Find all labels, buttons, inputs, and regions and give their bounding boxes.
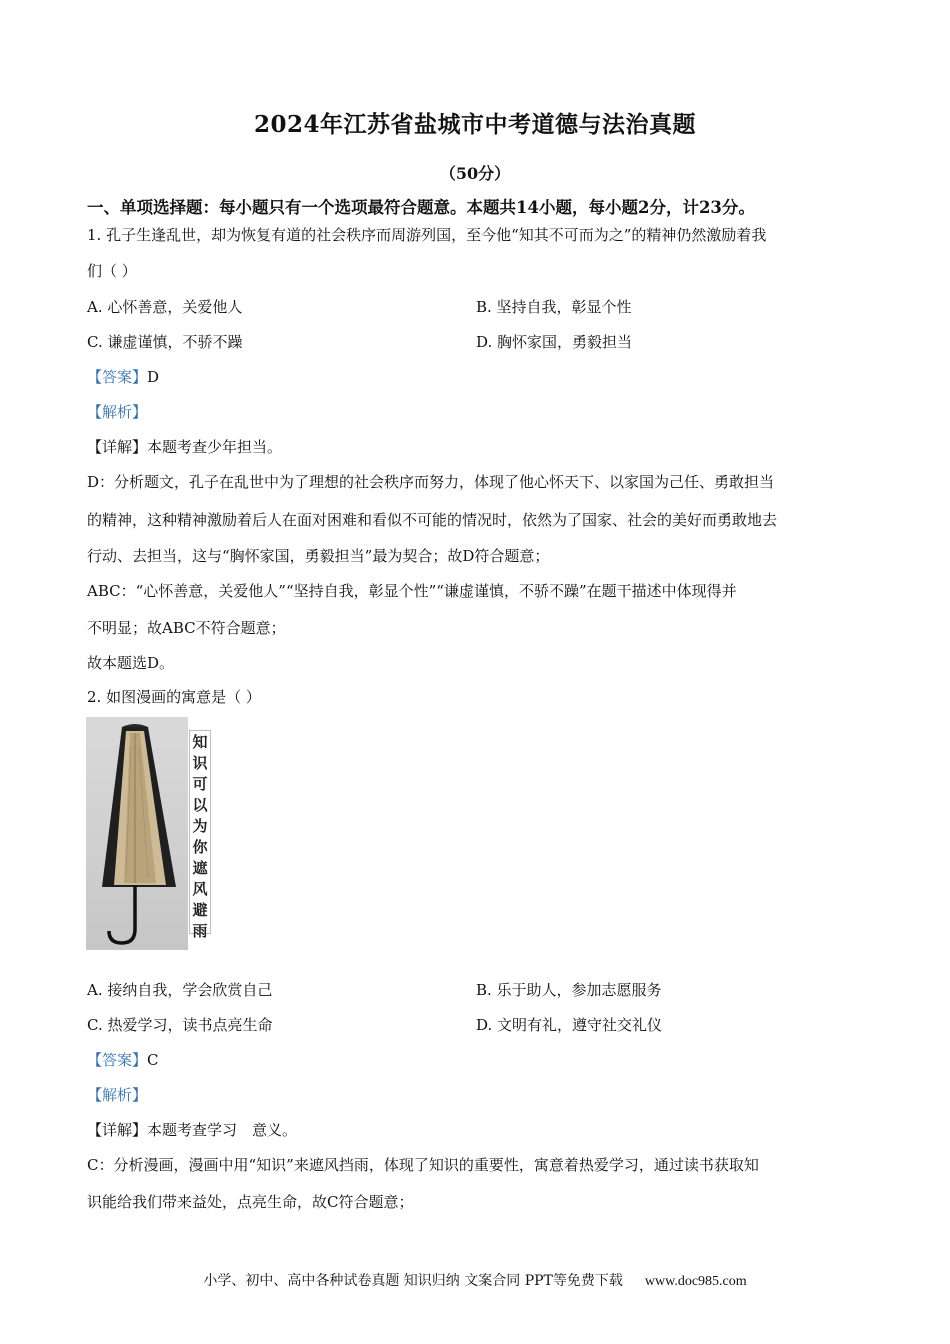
q1-answer [87,366,877,388]
comic-caption [189,730,211,940]
q1-analysis-tag: 【解析】 [87,403,148,421]
section-heading: 一、单项选择题：每小题只有一个选项最符合题意。本题共14小题，每小题2分，计23分。 [87,198,755,217]
q1-explanation-3: 行动、去担当，这与“胸怀家国，勇毅担当”最为契合；故D符合题意； [87,547,550,565]
book-umbrella-illustration [86,717,188,950]
answer-tag: 【答案】 [87,368,148,386]
q1-explanation-2: 的精神，这种精神激励着后人在面对困难和看似不可能的情况时，依然为了国家、社会的美好而勇敢地去 [87,511,778,529]
q2-option-a: A. 接纳自我，学会欣赏自己 [87,981,273,999]
comic-caption-char: 避 [192,901,208,919]
q2-stem: 2. 如图漫画的寓意是（ ） [87,688,261,706]
q2-answer [87,1049,877,1071]
total-score: （50分） [439,164,511,183]
page-title: 2024年江苏省盐城市中考道德与法治真题 [253,111,696,138]
q1-option-b: B. 坚持自我，彰显个性 [476,298,632,316]
q2-analysis-tag: 【解析】 [87,1086,148,1104]
comic-caption-char: 以 [192,796,208,814]
q1-option-d: D. 胸怀家国，勇毅担当 [476,333,633,351]
footer-url[interactable]: www.doc985.com [644,1274,747,1289]
comic-caption-char: 雨 [192,922,208,940]
answer-value: D [147,368,160,386]
footer-text: 小学、初中、高中各种试卷真题 知识归纳 文案合同 PPT等免费下载 [203,1273,623,1289]
q1-explanation-4: ABC：“心怀善意，关爱他人”“坚持自我，彰显个性”“谦虚谨慎，不骄不躁”在题干描述中体现得并 [87,582,737,600]
q2-detail: 【详解】本题考查学习 意义。 [87,1121,298,1139]
answer-value: C [147,1051,159,1069]
page-footer [0,1270,950,1290]
q2-explanation-1: C：分析漫画，漫画中用“知识”来遮风挡雨，体现了知识的重要性，寓意着热爱学习，通过读书获取知 [87,1156,759,1174]
q2-option-d: D. 文明有礼，遵守社交礼仪 [476,1016,663,1034]
comic-caption-char: 你 [192,838,208,856]
comic-caption-char: 可 [192,775,208,793]
q1-stem-line1: 1. 孔子生逢乱世，却为恢复有道的社会秩序而周游列国，至今他“知其不可而为之”的精神仍然激励着我 [87,226,767,244]
comic-image [86,717,188,950]
q1-stem-line2: 们（ ） [87,262,137,280]
comic-caption-char: 知 [192,733,208,751]
q1-option-c: C. 谦虚谨慎，不骄不躁 [87,333,243,351]
comic-caption-char: 遮 [192,859,208,877]
answer-tag: 【答案】 [87,1051,148,1069]
q2-explanation-2: 识能给我们带来益处，点亮生命，故C符合题意； [87,1193,414,1211]
q1-detail: 【详解】本题考查少年担当。 [87,438,283,456]
q2-option-c: C. 热爱学习，读书点亮生命 [87,1016,273,1034]
q1-explanation-1: D：分析题文，孔子在乱世中为了理想的社会秩序而努力，体现了他心怀天下、以家国为己任、勇敢担当 [87,473,775,491]
comic-caption-char: 识 [192,754,208,772]
comic-caption-char: 为 [192,817,208,835]
q1-explanation-5: 不明显；故ABC不符合题意； [87,619,286,637]
q1-option-a: A. 心怀善意，关爱他人 [87,298,243,316]
q2-option-b: B. 乐于助人，参加志愿服务 [476,981,662,999]
q1-conclusion: 故本题选D。 [87,654,175,672]
comic-caption-char: 风 [192,880,208,898]
